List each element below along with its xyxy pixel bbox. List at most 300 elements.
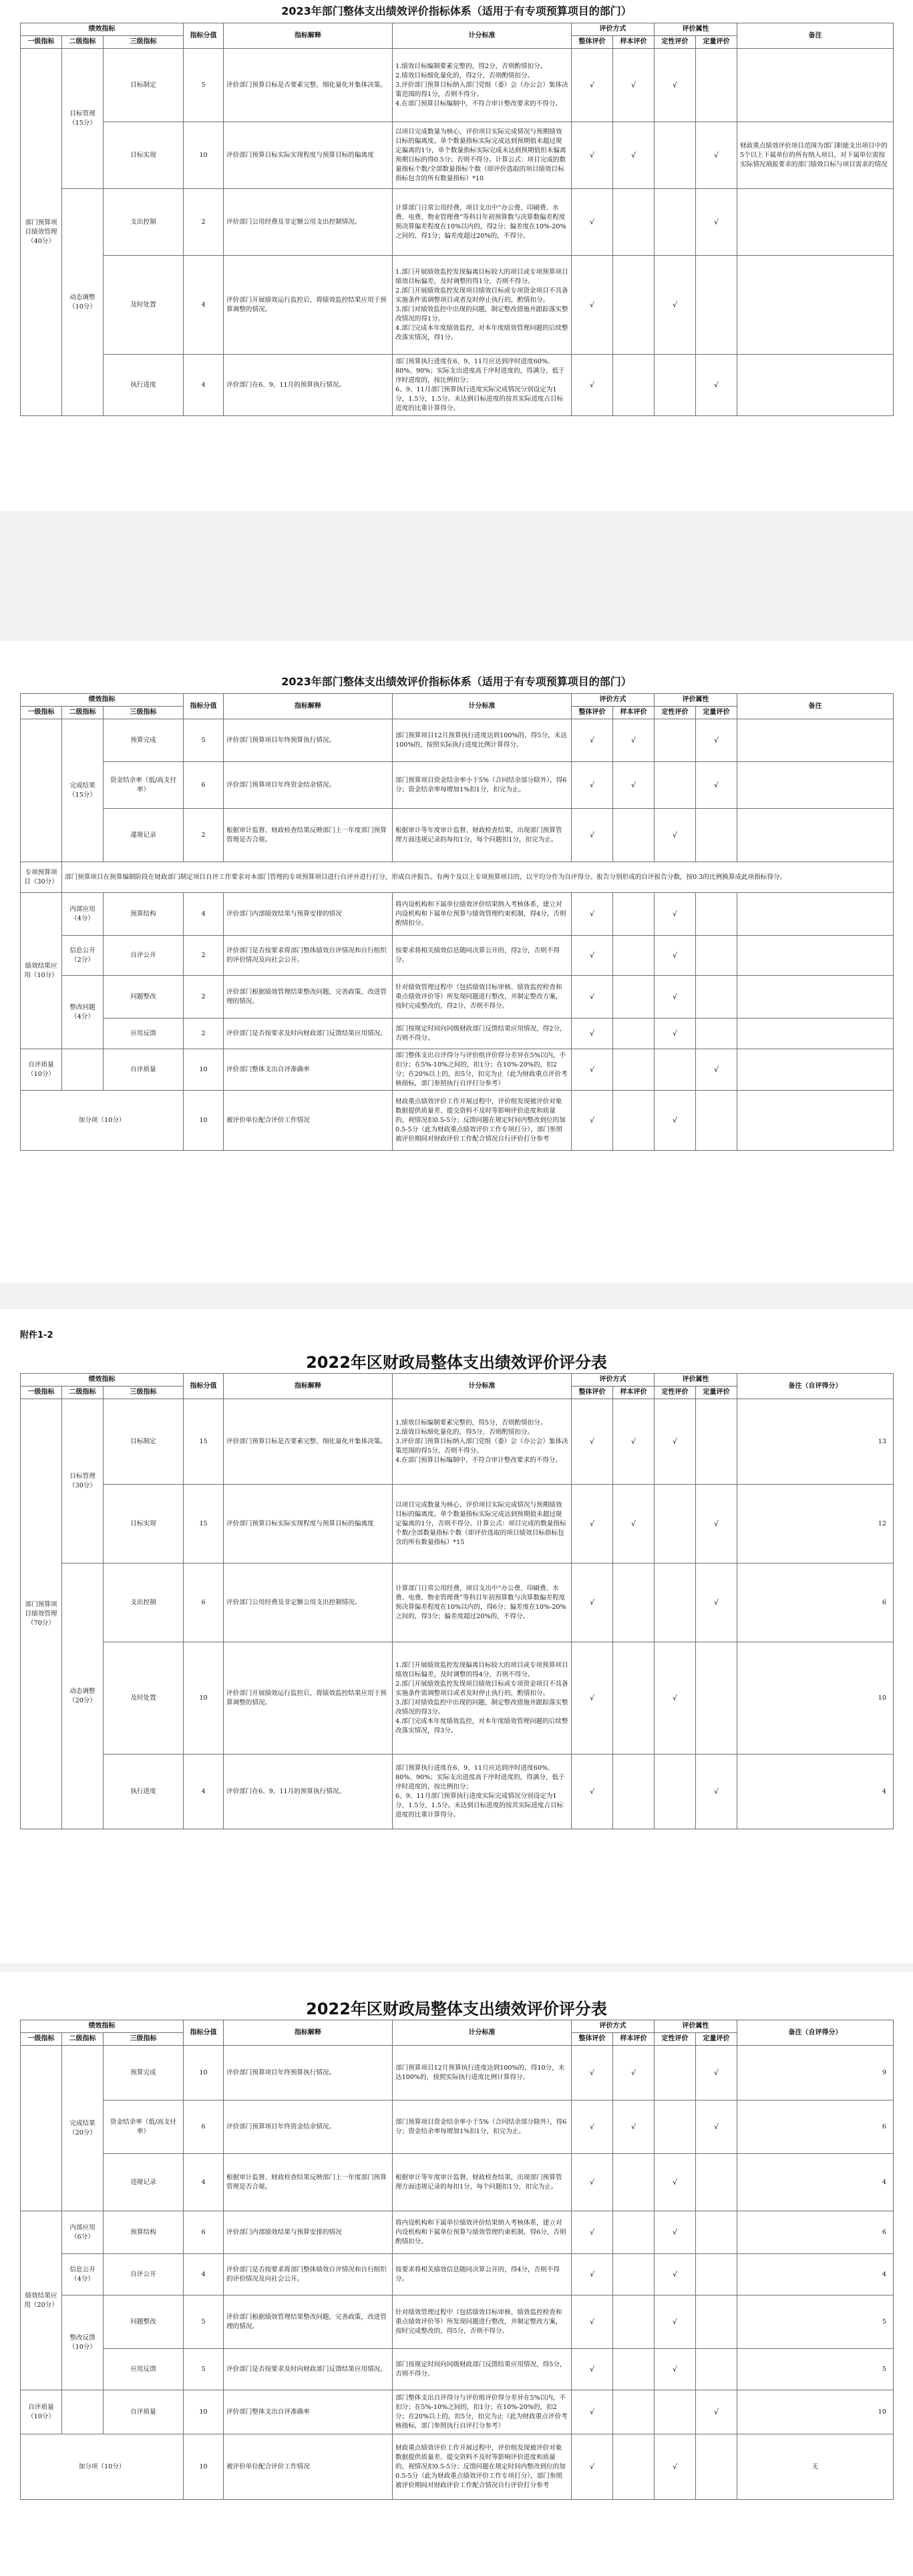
- score-cell: 2: [184, 189, 224, 256]
- level3-cell: 预算完成: [104, 2046, 184, 2100]
- score-cell: 15: [184, 1399, 224, 1485]
- level2-cell: 信息公开（4分）: [62, 2254, 104, 2295]
- level1-cell: 绩效结果应用（20分）: [21, 2211, 62, 2390]
- check-mark: √: [655, 1019, 696, 1049]
- level3-cell: 目标制定: [104, 1399, 184, 1485]
- header-explain: 指标解释: [224, 694, 393, 719]
- level3-cell: 目标制定: [104, 49, 184, 122]
- score-cell: 10: [184, 1091, 224, 1151]
- check-mark: √: [696, 2100, 737, 2154]
- header-level3: 三级指标: [104, 2033, 184, 2046]
- level3-cell: 自评公开: [104, 936, 184, 976]
- level3-cell: 问题整改: [104, 2295, 184, 2349]
- explain-cell: 评价部门预算项目年终资金结余情况。: [224, 2100, 393, 2154]
- check-mark: √: [613, 1485, 655, 1563]
- level3-cell: 支出控制: [104, 1563, 184, 1642]
- level2-cell: 整改反馈（10分）: [62, 2295, 104, 2390]
- table-row: [21, 1642, 894, 1755]
- check-mark: √: [655, 2295, 696, 2349]
- header-level1: 一级指标: [21, 1387, 62, 1399]
- table-row: [21, 2390, 894, 2434]
- header-standard: 计分标准: [393, 2020, 572, 2046]
- table-row: [21, 1019, 894, 1049]
- standard-cell: 根据审计等年度审计监督、财政检查结果，出现部门预算管理方面违规记录的每扣1分，每个问题扣1分，扣完为止。: [393, 2154, 572, 2211]
- explain-cell: 评价部门开展绩效运行监控后，将绩效监控结果应用于预算调整的情况。: [224, 256, 393, 355]
- table-row: [21, 719, 894, 762]
- header-remark: 备注: [737, 23, 894, 49]
- header-method: 评价方式: [572, 694, 655, 707]
- level3-cell: 違规记录: [104, 809, 184, 862]
- score-cell: 6: [184, 2100, 224, 2154]
- check-mark: √: [572, 1485, 613, 1563]
- check-mark: √: [572, 1399, 613, 1485]
- bonus-cell: 加分项（10分）: [21, 1091, 184, 1151]
- explain-cell: 评价部门是否按要求及时向财政部门反馈结果应用情况。: [224, 1019, 393, 1049]
- standard-cell: 财政重点绩效评价工作开展过程中，评价组发现被评价对象数据提供质量差、提交资料不及时等影响评价进度和质量的，视情况扣0.5-5分；反馈问题在规定时间内整改到位的加0.5-5分（此为财政重点绩效评价工作专项打分），部门参照被评价期间对财政评价工作配合情况自行评价打分参考: [393, 2434, 572, 2500]
- check-mark: √: [572, 936, 613, 976]
- score-table: [20, 1373, 894, 1829]
- explain-cell: 评价部门公用经费及非定额公用支出控制情况。: [224, 189, 393, 256]
- standard-cell: 针对绩效管理过程中（包括绩效目标审核、绩效监控检查和重点绩效评价等）所发现问题进行整改，并制定整改方案，按时完成整改的，得2分，否则不得分。: [393, 976, 572, 1019]
- attachment-label: 附件1-2: [20, 1330, 53, 1340]
- score-cell: 6: [184, 2211, 224, 2254]
- table-row: [21, 122, 894, 189]
- check-mark: √: [572, 2211, 613, 2254]
- header-quantitative: 定量评价: [696, 1387, 737, 1399]
- standard-cell: 将内设机构和下属单位绩效评价结果纳入考核体系，建立对内设机构和下属单位预算与绩效管理约束机制，得4分，否则酌情扣分。: [393, 893, 572, 936]
- header-remark-self: 备注（自评得分）: [737, 1374, 894, 1399]
- check-mark: √: [696, 1563, 737, 1642]
- check-mark: √: [655, 2434, 696, 2500]
- level3-cell: 资金结余率（低/高支付率）: [104, 762, 184, 809]
- header-level2: 二级指标: [62, 36, 104, 49]
- level1-cell: 自评质量（10分）: [21, 1049, 62, 1091]
- level2-cell: 目标管理（30分）: [62, 1399, 104, 1563]
- level3-cell: 预算完成: [104, 719, 184, 762]
- score-cell: 2: [184, 1019, 224, 1049]
- page-gap: [0, 511, 913, 641]
- check-mark: √: [572, 2295, 613, 2349]
- table-row: [21, 1485, 894, 1563]
- check-mark: √: [655, 1399, 696, 1485]
- standard-cell: 根据审计等年度审计监督、财政检查结果，出现部门预算管理方面违规记录的每扣1分，每个问题扣1分，扣完为止。: [393, 809, 572, 862]
- header-level2: 二级指标: [62, 707, 104, 719]
- explain-cell: 评价部门预算目标是否要素完整、细化量化并集体决策。: [224, 49, 393, 122]
- page-4: [0, 1964, 913, 2576]
- header-method: 评价方式: [572, 1374, 655, 1387]
- header-level2: 二级指标: [62, 2033, 104, 2046]
- level1-cell: 部门预算项目绩效管理（70分）: [21, 1399, 62, 1829]
- check-mark: √: [655, 976, 696, 1019]
- header-attribute: 评价属性: [655, 1374, 737, 1387]
- page-2: [0, 641, 913, 1282]
- explain-cell: 评价部门是否按要求将部门整体绩效自评情况和自行组织的评价情况及向社会公开。: [224, 2254, 393, 2295]
- check-mark: √: [572, 2390, 613, 2434]
- header-level3: 三级指标: [104, 1387, 184, 1399]
- table-row: [21, 1399, 894, 1485]
- standard-cell: 财政重点绩效评价工作开展过程中，评价组发现被评价对象数据提供质量差、提交资料不及时等影响评价进度和质量的，视情况扣0.5-5分；反馈问题在规定时间内整改到位的加0.5-5分（此为财政重点绩效评价工作专项打分），部门参照被评价期间对财政评价工作配合情况自行评价打分参考: [393, 1091, 572, 1151]
- check-mark: √: [572, 1091, 613, 1151]
- special-project-cell: 部门预算项目在预算编制阶段在财政部门制定项目自评工作要求对本部门管理的专项预算项目进行自评并进行打分，形成自评报告。有两个及以上专项预算项目的，以平均分作为自评得分。报告分别形成的自评报告分数，按0.3的比例换算成此项指标得分。: [62, 862, 894, 893]
- standard-cell: 部门预算项目资金结余率小于5%（合同结余部分除外），得6分；资金结余率每增加1%扣1分，扣完为止。: [393, 2100, 572, 2154]
- standard-cell: 部门按规定时间向同级财政部门反馈结果应用情况，得5分，否则不得分。: [393, 2349, 572, 2390]
- level3-cell: 预算结构: [104, 893, 184, 936]
- table-row: [21, 976, 894, 1019]
- score-cell: 10: [184, 2046, 224, 2100]
- check-mark: √: [655, 2211, 696, 2254]
- level3-cell: 资金结余率（低/高支付率）: [104, 2100, 184, 2154]
- self-score-cell: 4: [737, 2154, 894, 2211]
- explain-cell: 评价部门根据绩效管理结果整改问题，完善政策，改进管理的情况。: [224, 2295, 393, 2349]
- header-perf-indicator: 绩效指标: [21, 1374, 184, 1387]
- table-row: [21, 2154, 894, 2211]
- table-row: [21, 936, 894, 976]
- table-row: [21, 2254, 894, 2295]
- header-standard: 计分标准: [393, 694, 572, 719]
- level2-cell: 内部应用（4分）: [62, 893, 104, 936]
- header-level3: 三级指标: [104, 36, 184, 49]
- check-mark: √: [613, 1399, 655, 1485]
- standard-cell: 部门整体支出自评得分与评价组评价得分差异在5%以内，不扣分；在5%-10%之间的，扣1分；在10%-20%的，扣2分；在20%以上的，扣5分，扣完为止（此为财政重点评价考核指标，部门参照执行自评打分参考）: [393, 1049, 572, 1091]
- check-mark: √: [613, 49, 655, 122]
- check-mark: √: [655, 2254, 696, 2295]
- header-attribute: 评价属性: [655, 694, 737, 707]
- check-mark: √: [572, 809, 613, 862]
- level1-cell: 专项预算项目（30分）: [21, 862, 62, 893]
- level3-cell: 应用反馈: [104, 1019, 184, 1049]
- header-row: [21, 23, 894, 36]
- self-score-cell: 4: [737, 2254, 894, 2295]
- check-mark: √: [696, 2046, 737, 2100]
- explain-cell: 评价部门内部绩效结果与预算安排的情况: [224, 2211, 393, 2254]
- score-cell: 5: [184, 49, 224, 122]
- check-mark: √: [696, 1485, 737, 1563]
- header-qualitative: 定性评价: [655, 2033, 696, 2046]
- level3-cell: 问题整改: [104, 976, 184, 1019]
- explain-cell: 评价部门是否按要求将部门整体绩效自评情况和自行组织的评价情况及向社会公开。: [224, 936, 393, 976]
- level3-cell: 自评质量: [104, 1049, 184, 1091]
- header-remark-self: 备注（自评得分）: [737, 2020, 894, 2046]
- table-row: [21, 355, 894, 416]
- standard-cell: 部门按规定时间向同级财政部门反馈结果应用情况，得2分，否则不得分。: [393, 1019, 572, 1049]
- level2-cell: 目标管理（15分）: [62, 49, 104, 189]
- standard-cell: 部门整体支出自评得分与评价组评价得分差异在5%以内，不扣分；在5%-10%之间的，扣1分；在10%-20%的，扣2分；在20%以上的，扣5分，扣完为止（此为财政重点评价考核指标，部门参照执行自评打分参考）: [393, 2390, 572, 2434]
- explain-cell: 评价部门预算目标实际实现程度与预算目标的偏离度: [224, 122, 393, 189]
- explain-cell: 评价部门整体支出自评准确率: [224, 1049, 393, 1091]
- check-mark: √: [655, 49, 696, 122]
- header-method: 评价方式: [572, 23, 655, 36]
- level3-cell: 目标实现: [104, 122, 184, 189]
- level1-cell: 绩效结果应用（10分）: [21, 893, 62, 1049]
- header-overall: 整体评价: [572, 2033, 613, 2046]
- explain-cell: 评价部门预算项目年终预算执行情况。: [224, 2046, 393, 2100]
- check-mark: √: [572, 2046, 613, 2100]
- score-cell: 4: [184, 256, 224, 355]
- header-level3: 三级指标: [104, 707, 184, 719]
- standard-cell: 1.部门开展绩效监控发现偏离目标较大的项目或专项预算项目绩效目标偏差，及时调整的得4分，否则不得分。 2.部门开展绩效监控发现项目绩效目标或专项资金项目不具备实施条件需调整项目或者及时停止执行的，酌情扣分。 3.部门对绩效监控中出现的问题，制定整改措施并跟踪落实整改情况的得3分。 4.部门完成本年度绩效监控，对本年度绩效管理问题的后续整改落实情况，得3分。: [393, 1642, 572, 1755]
- table-row: [21, 2434, 894, 2500]
- table-row: [21, 2295, 894, 2349]
- check-mark: √: [572, 2434, 613, 2500]
- header-level1: 一级指标: [21, 2033, 62, 2046]
- check-mark: √: [572, 1642, 613, 1755]
- table-row: [21, 1091, 894, 1151]
- score-cell: 5: [184, 719, 224, 762]
- header-qualitative: 定性评价: [655, 1387, 696, 1399]
- level2-cell: 整改问题（4分）: [62, 976, 104, 1049]
- header-sample: 样本评价: [613, 2033, 655, 2046]
- check-mark: √: [572, 719, 613, 762]
- score-cell: 10: [184, 1642, 224, 1755]
- table-row: [21, 2046, 894, 2100]
- level2-cell: 动态调整（20分）: [62, 1563, 104, 1829]
- level1-cell: 自评质量（10分）: [21, 2390, 62, 2434]
- page-3: [0, 1309, 913, 1964]
- header-method: 评价方式: [572, 2020, 655, 2033]
- header-explain: 指标解释: [224, 2020, 393, 2046]
- score-cell: 10: [184, 122, 224, 189]
- explain-cell: 根据审计监督、财政检查结果反映部门上一年度部门预算管理是否合规。: [224, 809, 393, 862]
- header-explain: 指标解释: [224, 1374, 393, 1399]
- check-mark: √: [572, 189, 613, 256]
- header-attribute: 评价属性: [655, 23, 737, 36]
- table-row: [21, 2349, 894, 2390]
- check-mark: √: [696, 355, 737, 416]
- self-score-cell: 10: [737, 2390, 894, 2434]
- score-cell: 4: [184, 1755, 224, 1829]
- standard-cell: 针对绩效管理过程中（包括绩效目标审核、绩效监控检查和重点绩效评价等）所发现问题进行整改，并制定整改方案，按时完成整改的，得5分，否则不得分。: [393, 2295, 572, 2349]
- header-level1: 一级指标: [21, 707, 62, 719]
- check-mark: √: [696, 189, 737, 256]
- header-level2: 二级指标: [62, 1387, 104, 1399]
- header-qualitative: 定性评价: [655, 36, 696, 49]
- level3-cell: 及时处置: [104, 1642, 184, 1755]
- header-overall: 整体评价: [572, 36, 613, 49]
- table-row: [21, 2211, 894, 2254]
- self-score-cell: 6: [737, 2100, 894, 2154]
- explain-cell: 被评价单位配合评价工作情况: [224, 1091, 393, 1151]
- check-mark: √: [572, 2100, 613, 2154]
- explain-cell: 评价部门在6、9、11月的预算执行情况。: [224, 1755, 393, 1829]
- check-mark: √: [655, 936, 696, 976]
- check-mark: √: [572, 256, 613, 355]
- score-cell: 2: [184, 936, 224, 976]
- level3-cell: 预算结构: [104, 2211, 184, 2254]
- explain-cell: 评价部门预算项目年终预算执行情况。: [224, 719, 393, 762]
- remark-cell: 财政重点绩效评价项目范围为部门职能支出项目中的5个以上下属单位的所有纳入项目，对下属单位需按实际情况填报要求的部门绩效目标与项目需求的情况: [737, 122, 894, 189]
- check-mark: √: [696, 2390, 737, 2434]
- score-cell: 15: [184, 1485, 224, 1563]
- table-row: [21, 49, 894, 122]
- explain-cell: 评价部门开展绩效运行监控后，将绩效监控结果应用于预算调整的情况。: [224, 1642, 393, 1755]
- header-perf-indicator: 绩效指标: [21, 23, 184, 36]
- header-overall: 整体评价: [572, 1387, 613, 1399]
- self-score-cell: 13: [737, 1399, 894, 1485]
- table-row: [21, 1755, 894, 1829]
- bonus-cell: 加分项（10分）: [21, 2434, 184, 2500]
- check-mark: √: [655, 1091, 696, 1151]
- page-title: 2022年区财政局整体支出绩效评价评分表: [306, 1353, 607, 1372]
- check-mark: √: [655, 809, 696, 862]
- check-mark: √: [696, 1755, 737, 1829]
- header-remark: 备注: [737, 694, 894, 719]
- level3-cell: 执行进度: [104, 355, 184, 416]
- check-mark: √: [696, 1049, 737, 1091]
- standard-cell: 部门预算项目资金结余率小于5%（合同结余部分除外），得6分；资金结余率每增加1%扣1分，扣完为止。: [393, 762, 572, 809]
- standard-cell: 部门预算项目12月预算执行进度达到100%的，得5分，未达100%的，按照实际执行进度比例计算得分。: [393, 719, 572, 762]
- level2-cell: 动态调整（10分）: [62, 189, 104, 416]
- check-mark: √: [655, 893, 696, 936]
- explain-cell: 评价部门在6、9、11月的预算执行情况。: [224, 355, 393, 416]
- check-mark: √: [613, 762, 655, 809]
- explain-cell: 根据审计监督、财政检查结果反映部门上一年度部门预算管理是否合规。: [224, 2154, 393, 2211]
- standard-cell: 部门预算执行进度在6、9、11月应达到序时进度60%、80%、90%；实际支出进度高于序时进度的，得满分，低于序时进度的，按比例扣分； 6、9、11月部门预算执行进度实际完成情况分别设定为1分，1.5分，1.5分。未达到目标进度的按其实际进度占目标进度的比重计算得分。: [393, 355, 572, 416]
- header-score: 指标分值: [184, 694, 224, 719]
- check-mark: √: [572, 1049, 613, 1091]
- check-mark: √: [572, 2349, 613, 2390]
- standard-cell: 将内设机构和下属单位绩效评价结果纳入考核体系，建立对内设机构和下属单位预算与绩效管理约束机制，得6分，否则酌情扣分。: [393, 2211, 572, 2254]
- level2-cell: 信息公开（2分）: [62, 936, 104, 976]
- header-perf-indicator: 绩效指标: [21, 2020, 184, 2033]
- level1-cell: 部门预算项目绩效管理（40分）: [21, 49, 62, 416]
- explain-cell: 评价部门内部绩效结果与预算安排的情况: [224, 893, 393, 936]
- self-score-cell: 5: [737, 2349, 894, 2390]
- header-score: 指标分值: [184, 1374, 224, 1399]
- level3-cell: 自评公开: [104, 2254, 184, 2295]
- table-row: [21, 1049, 894, 1091]
- table-row: [21, 762, 894, 809]
- score-table: [20, 2020, 894, 2500]
- check-mark: √: [613, 2100, 655, 2154]
- check-mark: √: [696, 762, 737, 809]
- self-score-cell: 10: [737, 1642, 894, 1755]
- level2-cell: 内部应用（6分）: [62, 2211, 104, 2254]
- explain-cell: 被评价单位配合评价工作情况: [224, 2434, 393, 2500]
- level3-cell: 及时处置: [104, 256, 184, 355]
- standard-cell: 计算部门日常公用经费，项目支出中“办公费、印刷费、水费、电费、物业管理费”等科目年初预算数与决算数偏差程度 预决算偏差程度在10%以内的，得6分；偏差度在10%-20%之间的，得3分；偏差度超过20%的，不得分。: [393, 1563, 572, 1642]
- page-1: [0, 0, 913, 511]
- table-row: [21, 256, 894, 355]
- score-cell: 4: [184, 355, 224, 416]
- header-level1: 一级指标: [21, 36, 62, 49]
- check-mark: √: [572, 2254, 613, 2295]
- check-mark: √: [655, 2349, 696, 2390]
- standard-cell: 按要求将相关绩效信息随同决算公开的，得4分，否则不得分。: [393, 2254, 572, 2295]
- explain-cell: 评价部门预算目标是否要素完整、细化量化并集体决策。: [224, 1399, 393, 1485]
- indicator-table: [20, 693, 894, 1151]
- table-row: [21, 2100, 894, 2154]
- check-mark: √: [572, 893, 613, 936]
- check-mark: √: [613, 2046, 655, 2100]
- table-row: [21, 893, 894, 936]
- header-sample: 样本评价: [613, 1387, 655, 1399]
- score-cell: 10: [184, 2434, 224, 2500]
- check-mark: √: [696, 122, 737, 189]
- score-cell: 2: [184, 976, 224, 1019]
- level3-cell: 自评质量: [104, 2390, 184, 2434]
- check-mark: √: [655, 2154, 696, 2211]
- table-row: [21, 809, 894, 862]
- explain-cell: 评价部门是否按要求及时向财政部门反馈结果应用情况。: [224, 2349, 393, 2390]
- level3-cell: 违规记录: [104, 2154, 184, 2211]
- header-row: [21, 694, 894, 707]
- standard-cell: 1.部门开展绩效监控发现偏离目标较大的项目或专项预算项目绩效目标偏差，及时调整的得1分，否则不得分。 2.部门开展绩效监控发现项目绩效目标或专项资金项目不具备实施条件需调整项目或者及时停止执行的，酌情扣分。 3.部门对绩效监控中出现的问题，制定整改措施并跟踪落实整改情况的得1分。 4.部门完成本年度绩效监控，对本年度绩效管理问题的后续整改落实情况，得1分。: [393, 256, 572, 355]
- table-row: [21, 862, 894, 893]
- level3-cell: 支出控制: [104, 189, 184, 256]
- score-cell: 5: [184, 2295, 224, 2349]
- level2-cell: 完成结果（20分）: [62, 2046, 104, 2211]
- check-mark: √: [572, 1019, 613, 1049]
- header-quantitative: 定量评价: [696, 36, 737, 49]
- self-score-cell: 5: [737, 2295, 894, 2349]
- explain-cell: 评价部门公用经费及非定额公用支出控制情况。: [224, 1563, 393, 1642]
- score-cell: 4: [184, 2254, 224, 2295]
- check-mark: √: [613, 719, 655, 762]
- standard-cell: 按要求将相关绩效信息随同决算公开的，得2分，否则不得分。: [393, 936, 572, 976]
- page-title: 2023年部门整体支出绩效评价指标体系（适用于有专项预算项目的部门）: [281, 5, 632, 17]
- header-overall: 整体评价: [572, 707, 613, 719]
- check-mark: √: [655, 256, 696, 355]
- header-standard: 计分标准: [393, 23, 572, 49]
- indicator-table: [20, 23, 894, 416]
- score-cell: 6: [184, 1563, 224, 1642]
- header-standard: 计分标准: [393, 1374, 572, 1399]
- check-mark: √: [572, 355, 613, 416]
- header-sample: 样本评价: [613, 36, 655, 49]
- check-mark: √: [572, 762, 613, 809]
- standard-cell: 以项目完成数量为核心，评价项目实际完成情况与预期绩效目标的偏离度。单个数量指标实际完成达到预期值未超过规定偏离的1分，否则不得分。计算公式：项目完成的数量指标个数/全部数量指标个数（即评价选取的项目绩效目标指标包含的所有数量指标）*15: [393, 1485, 572, 1563]
- explain-cell: 评价部门预算目标实际实现程度与预算目标的偏离度: [224, 1485, 393, 1563]
- standard-cell: 计算部门日常公用经费，项目支出中“办公费、印刷费、水费、电费、物业管理费”等科目年初预算数与决算数偏差程度 预决算偏差程度在10%以内的，得2分；偏差度在10%-20%之间的，得1分；偏差度超过20%的，不得分。: [393, 189, 572, 256]
- header-perf-indicator: 绩效指标: [21, 694, 184, 707]
- level2-cell: 完成结果（15分）: [62, 719, 104, 862]
- score-cell: 4: [184, 893, 224, 936]
- check-mark: √: [572, 976, 613, 1019]
- score-cell: 2: [184, 809, 224, 862]
- score-cell: 10: [184, 1049, 224, 1091]
- check-mark: √: [572, 49, 613, 122]
- header-sample: 样本评价: [613, 707, 655, 719]
- header-row: [21, 2020, 894, 2033]
- explain-cell: 评价部门预算项目年终资金结余情况。: [224, 762, 393, 809]
- table-row: [21, 1563, 894, 1642]
- explain-cell: 评价部门根据绩效管理结果整改问题，完善政策，改进管理的情况。: [224, 976, 393, 1019]
- header-quantitative: 定量评价: [696, 707, 737, 719]
- self-score-cell: 9: [737, 2046, 894, 2100]
- self-score-cell: 6: [737, 2211, 894, 2254]
- score-cell: 4: [184, 2154, 224, 2211]
- check-mark: √: [613, 122, 655, 189]
- header-score: 指标分值: [184, 2020, 224, 2046]
- score-cell: 5: [184, 2349, 224, 2390]
- explain-cell: 评价部门整体支出自评准确率: [224, 2390, 393, 2434]
- header-quantitative: 定量评价: [696, 2033, 737, 2046]
- check-mark: √: [572, 1563, 613, 1642]
- score-cell: 6: [184, 762, 224, 809]
- standard-cell: 部门预算项目12月预算执行进度达到100%的，得10分，未达100%的，按照实际执行进度比例计算得分。: [393, 2046, 572, 2100]
- check-mark: √: [572, 2154, 613, 2211]
- page-title: 2022年区财政局整体支出绩效评价评分表: [306, 2000, 607, 2018]
- table-row: [21, 189, 894, 256]
- page-gap: [0, 1282, 913, 1309]
- page-title: 2023年部门整体支出绩效评价指标体系（适用于有专项预算项目的部门）: [281, 675, 632, 688]
- header-score: 指标分值: [184, 23, 224, 49]
- check-mark: √: [572, 122, 613, 189]
- self-score-cell: 4: [737, 1755, 894, 1829]
- check-mark: √: [655, 1642, 696, 1755]
- standard-cell: 部门预算执行进度在6、9、11月应达到序时进度60%、80%、90%；实际支出进度高于序时进度的，得满分，低于序时进度的，按比例扣分； 6、9、11月部门预算执行进度实际完成情况分别设定为1分，1.5分，1.5分。未达到目标进度的按其实际进度占目标进度的比重计算得分。: [393, 1755, 572, 1829]
- header-attribute: 评价属性: [655, 2020, 737, 2033]
